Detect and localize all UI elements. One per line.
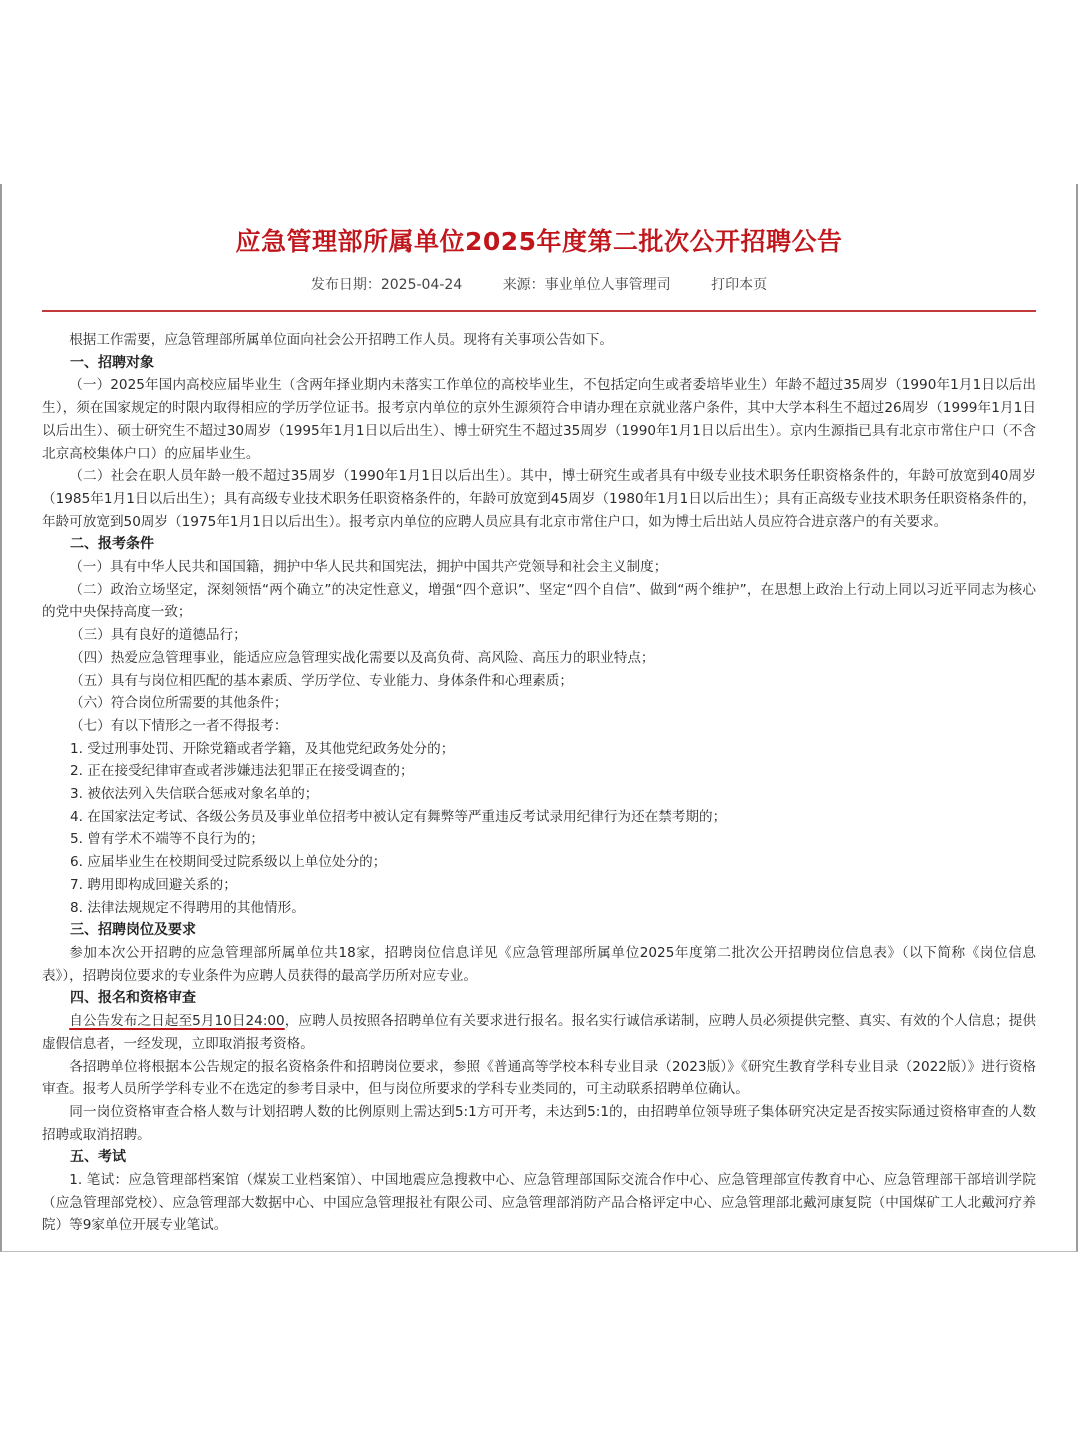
source-label: 来源：事业单位人事管理司: [502, 277, 671, 293]
exclusion-item: 8. 法律法规规定不得聘用的其他情形。: [70, 899, 305, 916]
section4-paragraph-1: [42, 1010, 1036, 1055]
section4-paragraph-2: 各招聘单位将根据本公告规定的报名资格条件和招聘岗位要求，参照《普通高等学校本科专业目录（2023版）》《研究生教育学科专业目录（2022版）》进行资格审查。报考人员所学学科专业不在选定的参考目录中，但与岗位所要求的学科专业类同的，可主动联系招聘单位确认。: [42, 1058, 1036, 1098]
condition-item: （五）具有与岗位相匹配的基本素质、学历学位、专业能力、身体条件和心理素质；: [70, 672, 573, 689]
meta-bar: [2, 274, 1076, 294]
notice-page: [0, 184, 1078, 1252]
condition-item: （七）有以下情形之一者不得报考：: [70, 717, 288, 734]
condition-item: （二）政治立场坚定，深刻领悟“两个确立”的决定性意义，增强“四个意识”、坚定“四个自信”、做到“两个维护”，在思想上政治上行动上同以习近平同志为核心的党中央保持高度一致；: [42, 581, 1036, 621]
title-divider: [42, 310, 1036, 312]
section-heading-4: 四、报名和资格审查: [70, 990, 196, 1007]
section-heading-5: 五、考试: [70, 1149, 126, 1166]
exclusion-item: 7. 聘用即构成回避关系的；: [70, 876, 237, 893]
exclusion-item: 5. 曾有学术不端等不良行为的；: [70, 831, 265, 848]
print-link[interactable]: 打印本页: [711, 277, 768, 293]
section3-paragraph: 参加本次公开招聘的应急管理部所属单位共18家，招聘岗位信息详见《应急管理部所属单位2025年度第二批次公开招聘岗位信息表》（以下简称《岗位信息表》），招聘岗位要求的专业条件为应聘人员获得的最高学历所对应专业。: [42, 944, 1036, 984]
exclusion-item: 6. 应届毕业生在校期间受过院系级以上单位处分的；: [70, 854, 387, 871]
intro-paragraph: 根据工作需要，应急管理部所属单位面向社会公开招聘工作人员。现将有关事项公告如下。: [69, 332, 613, 348]
notice-body: [42, 329, 1036, 1237]
exclusion-item: 2. 正在接受纪律审查或者涉嫌违法犯罪正在接受调查的；: [70, 763, 414, 780]
registration-deadline-highlight: 自公告发布之日起至5月10日24:00: [69, 1013, 285, 1030]
section1-paragraph-1: （一）2025年国内高校应届毕业生（含两年择业期内未落实工作单位的高校毕业生，不包括定向生或者委培毕业生）年龄不超过35周岁（1990年1月1日以后出生），须在国家规定的时限内取得相应的学历学位证书。报考京内单位的京外生源须符合申请办理在京就业落户条件，其中大学本科生不超过26周岁（1999年1月1日以后出生）、硕士研究生不超过30周岁（1995年1月1日以后出生）、博士研究生不超过35周岁（1990年1月1日以后出生）。京内生源指已具有北京市常住户口（不含北京高校集体户口）的应届毕业生。: [42, 377, 1036, 462]
publish-date: 发布日期：2025-04-24: [310, 277, 463, 293]
section-heading-3: 三、招聘岗位及要求: [70, 922, 196, 939]
section4-paragraph-3: 同一岗位资格审查合格人数与计划招聘人数的比例原则上需达到5:1方可开考，未达到5:1的，由招聘单位领导班子集体研究决定是否按实际通过资格审查的人数招聘或取消招聘。: [42, 1103, 1036, 1143]
section-heading-2: 二、报考条件: [70, 536, 154, 553]
condition-item: （四）热爱应急管理事业，能适应应急管理实战化需要以及高负荷、高风险、高压力的职业特点；: [70, 649, 655, 666]
page-title: 应急管理部所属单位2025年度第二批次公开招聘公告: [235, 227, 843, 256]
exclusion-item: 3. 被依法列入失信联合惩戒对象名单的；: [70, 786, 319, 803]
condition-item: （六）符合岗位所需要的其他条件；: [70, 695, 288, 712]
section4-paragraph-1-rest: ，应聘人员按照各招聘单位有关要求进行报名。报名实行诚信承诺制，应聘人员必须提供完整、真实、有效的个人信息；提供虚假信息者，一经发现，立即取消报考资格。: [42, 1013, 1036, 1052]
section-heading-1: 一、招聘对象: [70, 354, 154, 371]
section5-paragraph: 1. 笔试：应急管理部档案馆（煤炭工业档案馆）、中国地震应急搜救中心、应急管理部国际交流合作中心、应急管理部宣传教育中心、应急管理部干部培训学院（应急管理部党校）、应急管理部大数据中心、中国应急管理报社有限公司、应急管理部消防产品合格评定中心、应急管理部北戴河康复院（中国煤矿工人北戴河疗养院）等9家单位开展专业笔试。: [42, 1172, 1036, 1234]
condition-item: （三）具有良好的道德品行；: [70, 627, 247, 644]
condition-item: （一）具有中华人民共和国国籍，拥护中华人民共和国宪法，拥护中国共产党领导和社会主义制度；: [69, 559, 668, 576]
exclusion-item: 1. 受过刑事处罚、开除党籍或者学籍，及其他党纪政务处分的；: [70, 740, 455, 757]
exclusion-item: 4. 在国家法定考试、各级公务员及事业单位招考中被认定有舞弊等严重违反考试录用纪律行为还在禁考期的；: [70, 808, 727, 825]
section1-paragraph-2: （二）社会在职人员年龄一般不超过35周岁（1990年1月1日以后出生）。其中，博士研究生或者具有中级专业技术职务任职资格条件的，年龄可放宽到40周岁（1985年1月1日以后出生）；具有高级专业技术职务任职资格条件的，年龄可放宽到45周岁（1980年1月1日以后出生）；具有正高级专业技术职务任职资格条件的，年龄可放宽到50周岁（1975年1月1日以后出生）。报考京内单位的应聘人员应具有北京市常住户口，如为博士后出站人员应符合进京落户的有关要求。: [42, 468, 1036, 530]
